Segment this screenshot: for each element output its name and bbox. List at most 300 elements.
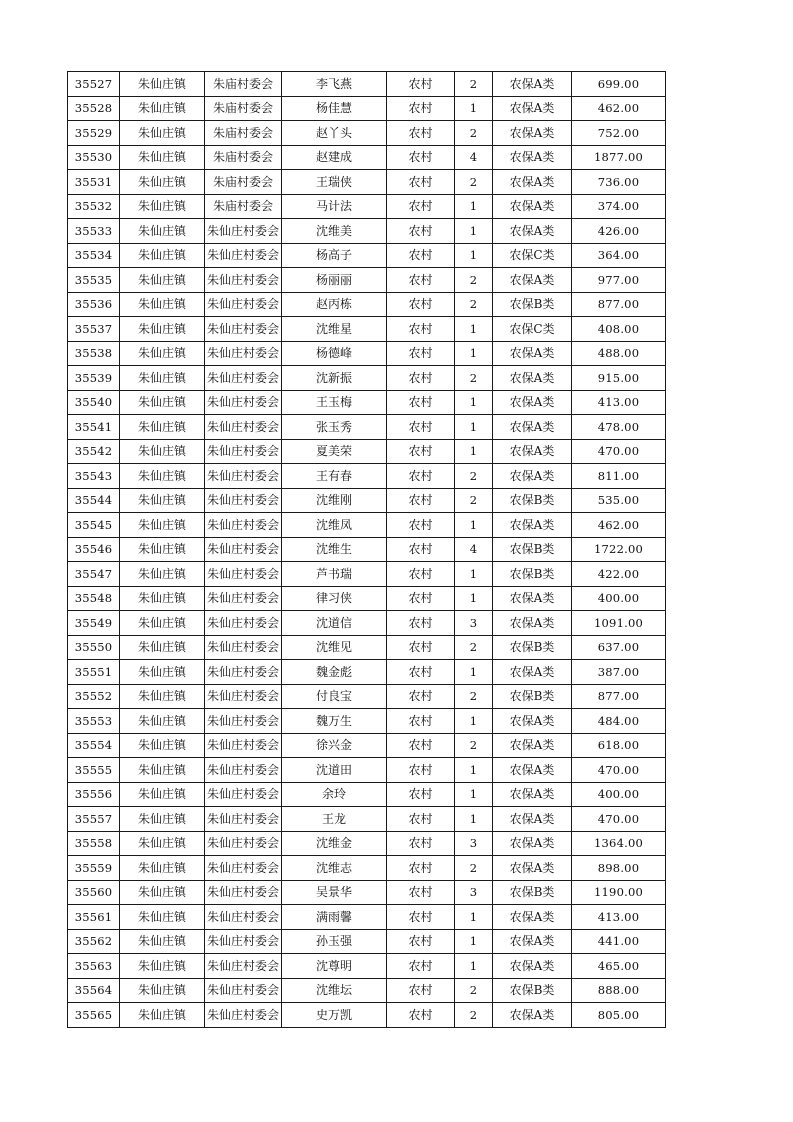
table-row <box>68 611 666 636</box>
household-size-cell: 1 <box>455 954 493 979</box>
household-size-cell: 2 <box>455 72 493 97</box>
household-size-cell: 2 <box>455 170 493 195</box>
village-committee-cell: 朱仙庄村委会 <box>205 243 282 268</box>
amount-cell: 977.00 <box>572 268 666 293</box>
insurance-category-cell: 农保A类 <box>493 758 572 783</box>
amount-cell: 470.00 <box>572 439 666 464</box>
table-row <box>68 954 666 979</box>
village-committee-cell: 朱仙庄村委会 <box>205 219 282 244</box>
area-type-cell: 农村 <box>387 954 455 979</box>
name-cell: 沈道田 <box>282 758 387 783</box>
area-type-cell: 农村 <box>387 194 455 219</box>
town-cell: 朱仙庄镇 <box>120 72 205 97</box>
table-row <box>68 464 666 489</box>
household-size-cell: 3 <box>455 880 493 905</box>
name-cell: 沈维金 <box>282 831 387 856</box>
amount-cell: 413.00 <box>572 390 666 415</box>
town-cell: 朱仙庄镇 <box>120 831 205 856</box>
village-committee-cell: 朱仙庄村委会 <box>205 439 282 464</box>
serial-number-cell: 35542 <box>68 439 120 464</box>
village-committee-cell: 朱仙庄村委会 <box>205 1003 282 1028</box>
name-cell: 夏美荣 <box>282 439 387 464</box>
town-cell: 朱仙庄镇 <box>120 856 205 881</box>
insurance-category-cell: 农保A类 <box>493 366 572 391</box>
area-type-cell: 农村 <box>387 513 455 538</box>
serial-number-cell: 35549 <box>68 611 120 636</box>
insurance-category-cell: 农保A类 <box>493 733 572 758</box>
amount-cell: 736.00 <box>572 170 666 195</box>
amount-cell: 462.00 <box>572 513 666 538</box>
town-cell: 朱仙庄镇 <box>120 782 205 807</box>
household-size-cell: 1 <box>455 782 493 807</box>
amount-cell: 408.00 <box>572 317 666 342</box>
household-size-cell: 1 <box>455 660 493 685</box>
amount-cell: 618.00 <box>572 733 666 758</box>
table-row <box>68 856 666 881</box>
household-size-cell: 1 <box>455 243 493 268</box>
amount-cell: 811.00 <box>572 464 666 489</box>
insurance-category-cell: 农保A类 <box>493 513 572 538</box>
insurance-category-cell: 农保A类 <box>493 268 572 293</box>
town-cell: 朱仙庄镇 <box>120 145 205 170</box>
serial-number-cell: 35560 <box>68 880 120 905</box>
insurance-category-cell: 农保B类 <box>493 292 572 317</box>
table-row <box>68 709 666 734</box>
insurance-category-cell: 农保A类 <box>493 586 572 611</box>
amount-cell: 1877.00 <box>572 145 666 170</box>
town-cell: 朱仙庄镇 <box>120 341 205 366</box>
insurance-category-cell: 农保A类 <box>493 121 572 146</box>
village-committee-cell: 朱仙庄村委会 <box>205 807 282 832</box>
area-type-cell: 农村 <box>387 390 455 415</box>
insurance-category-cell: 农保A类 <box>493 415 572 440</box>
name-cell: 吴景华 <box>282 880 387 905</box>
table-row <box>68 170 666 195</box>
insurance-category-cell: 农保A类 <box>493 1003 572 1028</box>
name-cell: 杨德峰 <box>282 341 387 366</box>
area-type-cell: 农村 <box>387 415 455 440</box>
insurance-category-cell: 农保A类 <box>493 72 572 97</box>
village-committee-cell: 朱仙庄村委会 <box>205 684 282 709</box>
town-cell: 朱仙庄镇 <box>120 880 205 905</box>
household-size-cell: 2 <box>455 856 493 881</box>
insurance-category-cell: 农保A类 <box>493 856 572 881</box>
town-cell: 朱仙庄镇 <box>120 243 205 268</box>
serial-number-cell: 35531 <box>68 170 120 195</box>
town-cell: 朱仙庄镇 <box>120 709 205 734</box>
table-row <box>68 415 666 440</box>
insurance-category-cell: 农保A类 <box>493 954 572 979</box>
area-type-cell: 农村 <box>387 439 455 464</box>
village-committee-cell: 朱仙庄村委会 <box>205 390 282 415</box>
village-committee-cell: 朱仙庄村委会 <box>205 292 282 317</box>
household-size-cell: 1 <box>455 439 493 464</box>
amount-cell: 888.00 <box>572 978 666 1003</box>
village-committee-cell: 朱庙村委会 <box>205 145 282 170</box>
name-cell: 沈尊明 <box>282 954 387 979</box>
serial-number-cell: 35543 <box>68 464 120 489</box>
serial-number-cell: 35562 <box>68 929 120 954</box>
serial-number-cell: 35530 <box>68 145 120 170</box>
serial-number-cell: 35548 <box>68 586 120 611</box>
area-type-cell: 农村 <box>387 170 455 195</box>
village-committee-cell: 朱仙庄村委会 <box>205 880 282 905</box>
name-cell: 赵丫头 <box>282 121 387 146</box>
area-type-cell: 农村 <box>387 831 455 856</box>
serial-number-cell: 35556 <box>68 782 120 807</box>
amount-cell: 441.00 <box>572 929 666 954</box>
household-size-cell: 1 <box>455 390 493 415</box>
insurance-category-cell: 农保A类 <box>493 145 572 170</box>
area-type-cell: 农村 <box>387 929 455 954</box>
amount-cell: 877.00 <box>572 292 666 317</box>
town-cell: 朱仙庄镇 <box>120 660 205 685</box>
area-type-cell: 农村 <box>387 758 455 783</box>
village-committee-cell: 朱庙村委会 <box>205 121 282 146</box>
name-cell: 芦书瑞 <box>282 562 387 587</box>
serial-number-cell: 35544 <box>68 488 120 513</box>
serial-number-cell: 35551 <box>68 660 120 685</box>
area-type-cell: 农村 <box>387 72 455 97</box>
serial-number-cell: 35561 <box>68 905 120 930</box>
table-row <box>68 586 666 611</box>
village-committee-cell: 朱仙庄村委会 <box>205 635 282 660</box>
town-cell: 朱仙庄镇 <box>120 96 205 121</box>
insurance-category-cell: 农保B类 <box>493 635 572 660</box>
table-row <box>68 194 666 219</box>
name-cell: 赵丙栋 <box>282 292 387 317</box>
serial-number-cell: 35546 <box>68 537 120 562</box>
amount-cell: 752.00 <box>572 121 666 146</box>
table-row <box>68 72 666 97</box>
town-cell: 朱仙庄镇 <box>120 733 205 758</box>
village-committee-cell: 朱仙庄村委会 <box>205 537 282 562</box>
village-committee-cell: 朱仙庄村委会 <box>205 758 282 783</box>
table-row <box>68 684 666 709</box>
area-type-cell: 农村 <box>387 317 455 342</box>
table-row <box>68 537 666 562</box>
household-size-cell: 3 <box>455 831 493 856</box>
town-cell: 朱仙庄镇 <box>120 415 205 440</box>
insurance-category-cell: 农保A类 <box>493 831 572 856</box>
serial-number-cell: 35555 <box>68 758 120 783</box>
serial-number-cell: 35541 <box>68 415 120 440</box>
amount-cell: 387.00 <box>572 660 666 685</box>
area-type-cell: 农村 <box>387 611 455 636</box>
amount-cell: 484.00 <box>572 709 666 734</box>
area-type-cell: 农村 <box>387 684 455 709</box>
serial-number-cell: 35550 <box>68 635 120 660</box>
insurance-category-cell: 农保B类 <box>493 684 572 709</box>
amount-cell: 1190.00 <box>572 880 666 905</box>
name-cell: 马计法 <box>282 194 387 219</box>
table-row <box>68 488 666 513</box>
serial-number-cell: 35540 <box>68 390 120 415</box>
amount-cell: 400.00 <box>572 782 666 807</box>
area-type-cell: 农村 <box>387 856 455 881</box>
serial-number-cell: 35553 <box>68 709 120 734</box>
household-size-cell: 4 <box>455 537 493 562</box>
amount-cell: 422.00 <box>572 562 666 587</box>
serial-number-cell: 35552 <box>68 684 120 709</box>
town-cell: 朱仙庄镇 <box>120 464 205 489</box>
town-cell: 朱仙庄镇 <box>120 292 205 317</box>
amount-cell: 805.00 <box>572 1003 666 1028</box>
amount-cell: 535.00 <box>572 488 666 513</box>
town-cell: 朱仙庄镇 <box>120 905 205 930</box>
amount-cell: 637.00 <box>572 635 666 660</box>
name-cell: 王玉梅 <box>282 390 387 415</box>
name-cell: 杨佳慧 <box>282 96 387 121</box>
name-cell: 余玲 <box>282 782 387 807</box>
household-size-cell: 2 <box>455 366 493 391</box>
name-cell: 律习侠 <box>282 586 387 611</box>
village-committee-cell: 朱庙村委会 <box>205 194 282 219</box>
village-committee-cell: 朱仙庄村委会 <box>205 929 282 954</box>
village-committee-cell: 朱仙庄村委会 <box>205 513 282 538</box>
area-type-cell: 农村 <box>387 366 455 391</box>
household-size-cell: 2 <box>455 488 493 513</box>
area-type-cell: 农村 <box>387 635 455 660</box>
insurance-category-cell: 农保A类 <box>493 96 572 121</box>
village-committee-cell: 朱仙庄村委会 <box>205 831 282 856</box>
household-size-cell: 2 <box>455 733 493 758</box>
area-type-cell: 农村 <box>387 96 455 121</box>
town-cell: 朱仙庄镇 <box>120 758 205 783</box>
household-size-cell: 1 <box>455 905 493 930</box>
household-size-cell: 2 <box>455 292 493 317</box>
serial-number-cell: 35532 <box>68 194 120 219</box>
town-cell: 朱仙庄镇 <box>120 317 205 342</box>
area-type-cell: 农村 <box>387 268 455 293</box>
household-size-cell: 1 <box>455 194 493 219</box>
insurance-category-cell: 农保A类 <box>493 219 572 244</box>
amount-cell: 1091.00 <box>572 611 666 636</box>
name-cell: 沈维星 <box>282 317 387 342</box>
area-type-cell: 农村 <box>387 562 455 587</box>
village-committee-cell: 朱仙庄村委会 <box>205 660 282 685</box>
insurance-category-cell: 农保A类 <box>493 905 572 930</box>
name-cell: 孙玉强 <box>282 929 387 954</box>
area-type-cell: 农村 <box>387 782 455 807</box>
town-cell: 朱仙庄镇 <box>120 121 205 146</box>
name-cell: 张玉秀 <box>282 415 387 440</box>
name-cell: 李飞燕 <box>282 72 387 97</box>
table-row <box>68 513 666 538</box>
village-committee-cell: 朱仙庄村委会 <box>205 488 282 513</box>
town-cell: 朱仙庄镇 <box>120 170 205 195</box>
serial-number-cell: 35527 <box>68 72 120 97</box>
village-committee-cell: 朱仙庄村委会 <box>205 856 282 881</box>
household-size-cell: 1 <box>455 513 493 538</box>
household-size-cell: 2 <box>455 1003 493 1028</box>
town-cell: 朱仙庄镇 <box>120 390 205 415</box>
area-type-cell: 农村 <box>387 586 455 611</box>
area-type-cell: 农村 <box>387 488 455 513</box>
name-cell: 沈维刚 <box>282 488 387 513</box>
table-row <box>68 782 666 807</box>
insurance-category-cell: 农保A类 <box>493 929 572 954</box>
area-type-cell: 农村 <box>387 709 455 734</box>
household-size-cell: 1 <box>455 96 493 121</box>
table-row <box>68 121 666 146</box>
serial-number-cell: 35559 <box>68 856 120 881</box>
village-committee-cell: 朱仙庄村委会 <box>205 782 282 807</box>
name-cell: 史万凯 <box>282 1003 387 1028</box>
amount-cell: 364.00 <box>572 243 666 268</box>
serial-number-cell: 35563 <box>68 954 120 979</box>
household-size-cell: 1 <box>455 415 493 440</box>
insurance-category-cell: 农保A类 <box>493 170 572 195</box>
village-committee-cell: 朱仙庄村委会 <box>205 954 282 979</box>
household-size-cell: 1 <box>455 586 493 611</box>
area-type-cell: 农村 <box>387 807 455 832</box>
village-committee-cell: 朱仙庄村委会 <box>205 366 282 391</box>
town-cell: 朱仙庄镇 <box>120 366 205 391</box>
household-size-cell: 2 <box>455 635 493 660</box>
village-committee-cell: 朱仙庄村委会 <box>205 611 282 636</box>
serial-number-cell: 35565 <box>68 1003 120 1028</box>
name-cell: 沈道信 <box>282 611 387 636</box>
village-committee-cell: 朱仙庄村委会 <box>205 268 282 293</box>
insurance-category-cell: 农保A类 <box>493 439 572 464</box>
table-row <box>68 219 666 244</box>
insurance-category-cell: 农保A类 <box>493 194 572 219</box>
village-committee-cell: 朱仙庄村委会 <box>205 586 282 611</box>
amount-cell: 877.00 <box>572 684 666 709</box>
amount-cell: 413.00 <box>572 905 666 930</box>
table-row <box>68 390 666 415</box>
village-committee-cell: 朱仙庄村委会 <box>205 905 282 930</box>
insurance-category-cell: 农保C类 <box>493 243 572 268</box>
name-cell: 沈维生 <box>282 537 387 562</box>
insurance-category-cell: 农保B类 <box>493 880 572 905</box>
table-row <box>68 929 666 954</box>
household-size-cell: 1 <box>455 758 493 783</box>
town-cell: 朱仙庄镇 <box>120 488 205 513</box>
table-row <box>68 439 666 464</box>
village-committee-cell: 朱仙庄村委会 <box>205 709 282 734</box>
village-committee-cell: 朱仙庄村委会 <box>205 317 282 342</box>
insurance-category-cell: 农保B类 <box>493 488 572 513</box>
name-cell: 沈维志 <box>282 856 387 881</box>
table-row <box>68 978 666 1003</box>
amount-cell: 374.00 <box>572 194 666 219</box>
town-cell: 朱仙庄镇 <box>120 978 205 1003</box>
amount-cell: 915.00 <box>572 366 666 391</box>
area-type-cell: 农村 <box>387 1003 455 1028</box>
household-size-cell: 4 <box>455 145 493 170</box>
household-size-cell: 3 <box>455 611 493 636</box>
area-type-cell: 农村 <box>387 978 455 1003</box>
area-type-cell: 农村 <box>387 219 455 244</box>
town-cell: 朱仙庄镇 <box>120 586 205 611</box>
insurance-category-cell: 农保A类 <box>493 782 572 807</box>
table-row <box>68 807 666 832</box>
village-committee-cell: 朱庙村委会 <box>205 96 282 121</box>
amount-cell: 1364.00 <box>572 831 666 856</box>
insurance-category-cell: 农保A类 <box>493 611 572 636</box>
area-type-cell: 农村 <box>387 341 455 366</box>
table-row <box>68 733 666 758</box>
name-cell: 付良宝 <box>282 684 387 709</box>
insurance-category-cell: 农保A类 <box>493 660 572 685</box>
beneficiary-table <box>67 71 666 1028</box>
serial-number-cell: 35538 <box>68 341 120 366</box>
town-cell: 朱仙庄镇 <box>120 268 205 293</box>
name-cell: 沈维见 <box>282 635 387 660</box>
table-row <box>68 366 666 391</box>
amount-cell: 699.00 <box>572 72 666 97</box>
table-row <box>68 145 666 170</box>
table-row <box>68 96 666 121</box>
village-committee-cell: 朱庙村委会 <box>205 170 282 195</box>
amount-cell: 898.00 <box>572 856 666 881</box>
village-committee-cell: 朱仙庄村委会 <box>205 464 282 489</box>
household-size-cell: 1 <box>455 317 493 342</box>
serial-number-cell: 35535 <box>68 268 120 293</box>
town-cell: 朱仙庄镇 <box>120 684 205 709</box>
household-size-cell: 2 <box>455 464 493 489</box>
serial-number-cell: 35539 <box>68 366 120 391</box>
household-size-cell: 2 <box>455 684 493 709</box>
serial-number-cell: 35557 <box>68 807 120 832</box>
table-row <box>68 831 666 856</box>
village-committee-cell: 朱仙庄村委会 <box>205 733 282 758</box>
table-row <box>68 562 666 587</box>
amount-cell: 470.00 <box>572 758 666 783</box>
serial-number-cell: 35533 <box>68 219 120 244</box>
village-committee-cell: 朱庙村委会 <box>205 72 282 97</box>
town-cell: 朱仙庄镇 <box>120 513 205 538</box>
name-cell: 满雨馨 <box>282 905 387 930</box>
insurance-category-cell: 农保A类 <box>493 709 572 734</box>
area-type-cell: 农村 <box>387 660 455 685</box>
area-type-cell: 农村 <box>387 292 455 317</box>
town-cell: 朱仙庄镇 <box>120 562 205 587</box>
town-cell: 朱仙庄镇 <box>120 537 205 562</box>
household-size-cell: 1 <box>455 219 493 244</box>
table-row <box>68 341 666 366</box>
serial-number-cell: 35537 <box>68 317 120 342</box>
insurance-category-cell: 农保A类 <box>493 341 572 366</box>
household-size-cell: 2 <box>455 121 493 146</box>
name-cell: 王瑞侠 <box>282 170 387 195</box>
amount-cell: 488.00 <box>572 341 666 366</box>
serial-number-cell: 35564 <box>68 978 120 1003</box>
amount-cell: 1722.00 <box>572 537 666 562</box>
town-cell: 朱仙庄镇 <box>120 807 205 832</box>
household-size-cell: 1 <box>455 709 493 734</box>
serial-number-cell: 35534 <box>68 243 120 268</box>
serial-number-cell: 35547 <box>68 562 120 587</box>
name-cell: 魏金彪 <box>282 660 387 685</box>
serial-number-cell: 35536 <box>68 292 120 317</box>
insurance-category-cell: 农保B类 <box>493 537 572 562</box>
amount-cell: 465.00 <box>572 954 666 979</box>
town-cell: 朱仙庄镇 <box>120 194 205 219</box>
town-cell: 朱仙庄镇 <box>120 929 205 954</box>
insurance-category-cell: 农保A类 <box>493 464 572 489</box>
area-type-cell: 农村 <box>387 537 455 562</box>
table-body <box>68 72 666 1028</box>
area-type-cell: 农村 <box>387 733 455 758</box>
household-size-cell: 1 <box>455 807 493 832</box>
table-row <box>68 268 666 293</box>
table-row <box>68 243 666 268</box>
table-row <box>68 660 666 685</box>
insurance-category-cell: 农保A类 <box>493 390 572 415</box>
